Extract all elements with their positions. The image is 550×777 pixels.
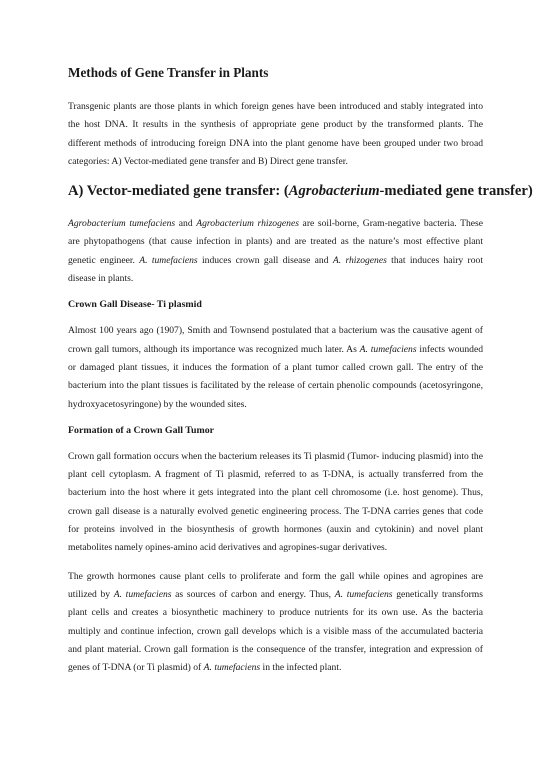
text-span: that induces hairy root disease in plants.	[68, 254, 484, 285]
document-title: Methods of Gene Transfer in Plants	[68, 65, 269, 80]
text-span: genetically transforms plant cells and creates a biosynthetic machinery to produce nutrients for its own use. As the bacteria multiply and continue infection, crown gall develops which is a visible mass of the accumulated bacteria and plant material. Crown gall formation is the consequence of the transfer, integration and expression of genes of T-DNA (or Ti plasmid) of	[68, 588, 484, 674]
text-span: and	[175, 218, 197, 230]
text-span: A. tumefaciens	[359, 343, 417, 355]
text-span: infects wounded or damaged plant tissues, it induces the formation of a plant tumor called crown gall. The entry of the bacterium into the plant tissues is facilitated by the release of certain phenolic compounds (acetosyringone, hydroxyacetosyringone) by the wounded sites.	[68, 343, 483, 410]
crown-gall-heading: Crown Gall Disease- Ti plasmid	[68, 299, 202, 311]
text-span: A. tumefaciens	[139, 254, 198, 266]
text-span: in the infected plant.	[260, 662, 342, 674]
text-span: A. tumefaciens	[203, 662, 261, 674]
text-span: A. rhizogenes	[332, 254, 387, 266]
text-span: The growth hormones cause plant cells to proliferate and form the gall while opines and agropines are utilized by	[68, 570, 483, 600]
text-span: Almost 100 years ago (1907), Smith and Townsend postulated that a bacterium was the causative agent of crown gall tumors, although its importance was recognized much later. As	[68, 325, 483, 355]
formation-paragraph-1: Crown gall formation occurs when the bacterium releases its Ti plasmid (Tumor- inducing plasmid) into the plant cell cytoplasm. A fragment of Ti plasmid, referred to as T-DNA, is actually transferred from the bacterium into the host where it gets integrated into the plant cell chromosome (i.e. host genome). Thus, crown gall disease is a naturally evolved genetic engineering process. The T-DNA carries genes that code for proteins involved in the biosynthesis of growth hormones (auxin and cytokinin) and novel plant metabolites namely opines-amino acid derivatives and agropines-sugar derivatives.	[68, 450, 483, 554]
text-span: induces crown gall disease and	[197, 254, 333, 266]
formation-heading: Formation of a Crown Gall Tumor	[68, 424, 215, 436]
text-span: Agrobacterium tumefaciens	[68, 218, 176, 230]
agrobacterium-paragraph	[68, 215, 483, 288]
formation-paragraph-2	[68, 568, 483, 678]
section-a-heading-suffix: -mediated gene transfer)	[379, 183, 533, 200]
text-span: Agrobacterium rhizogenes	[196, 218, 299, 230]
intro-paragraph: Transgenic plants are those plants in which foreign genes have been introduced and stably integrated into the host DNA. It results in the synthesis of appropriate gene product by the transformed plants. The different methods of introducing foreign DNA into the plant genome have been grouped under two broad categories: A) Vector-mediated gene transfer and B) Direct gene transfer.	[68, 101, 483, 167]
section-a-heading-italic: Agrobacterium	[288, 183, 380, 200]
text-span: A. tumefaciens	[113, 588, 172, 600]
text-span: as sources of carbon and energy. Thus,	[171, 588, 335, 600]
section-a-heading	[68, 181, 533, 201]
section-a-heading-prefix: A) Vector-mediated gene transfer: (	[68, 183, 289, 200]
text-span: A. tumefaciens	[334, 588, 393, 600]
crown-gall-paragraph	[68, 322, 483, 413]
text-span: are soil-borne, Gram-negative bacteria. These are phytopathogens (that cause infection in plants) and are treated as the nature’s most effective plant genetic engineer.	[68, 218, 483, 266]
